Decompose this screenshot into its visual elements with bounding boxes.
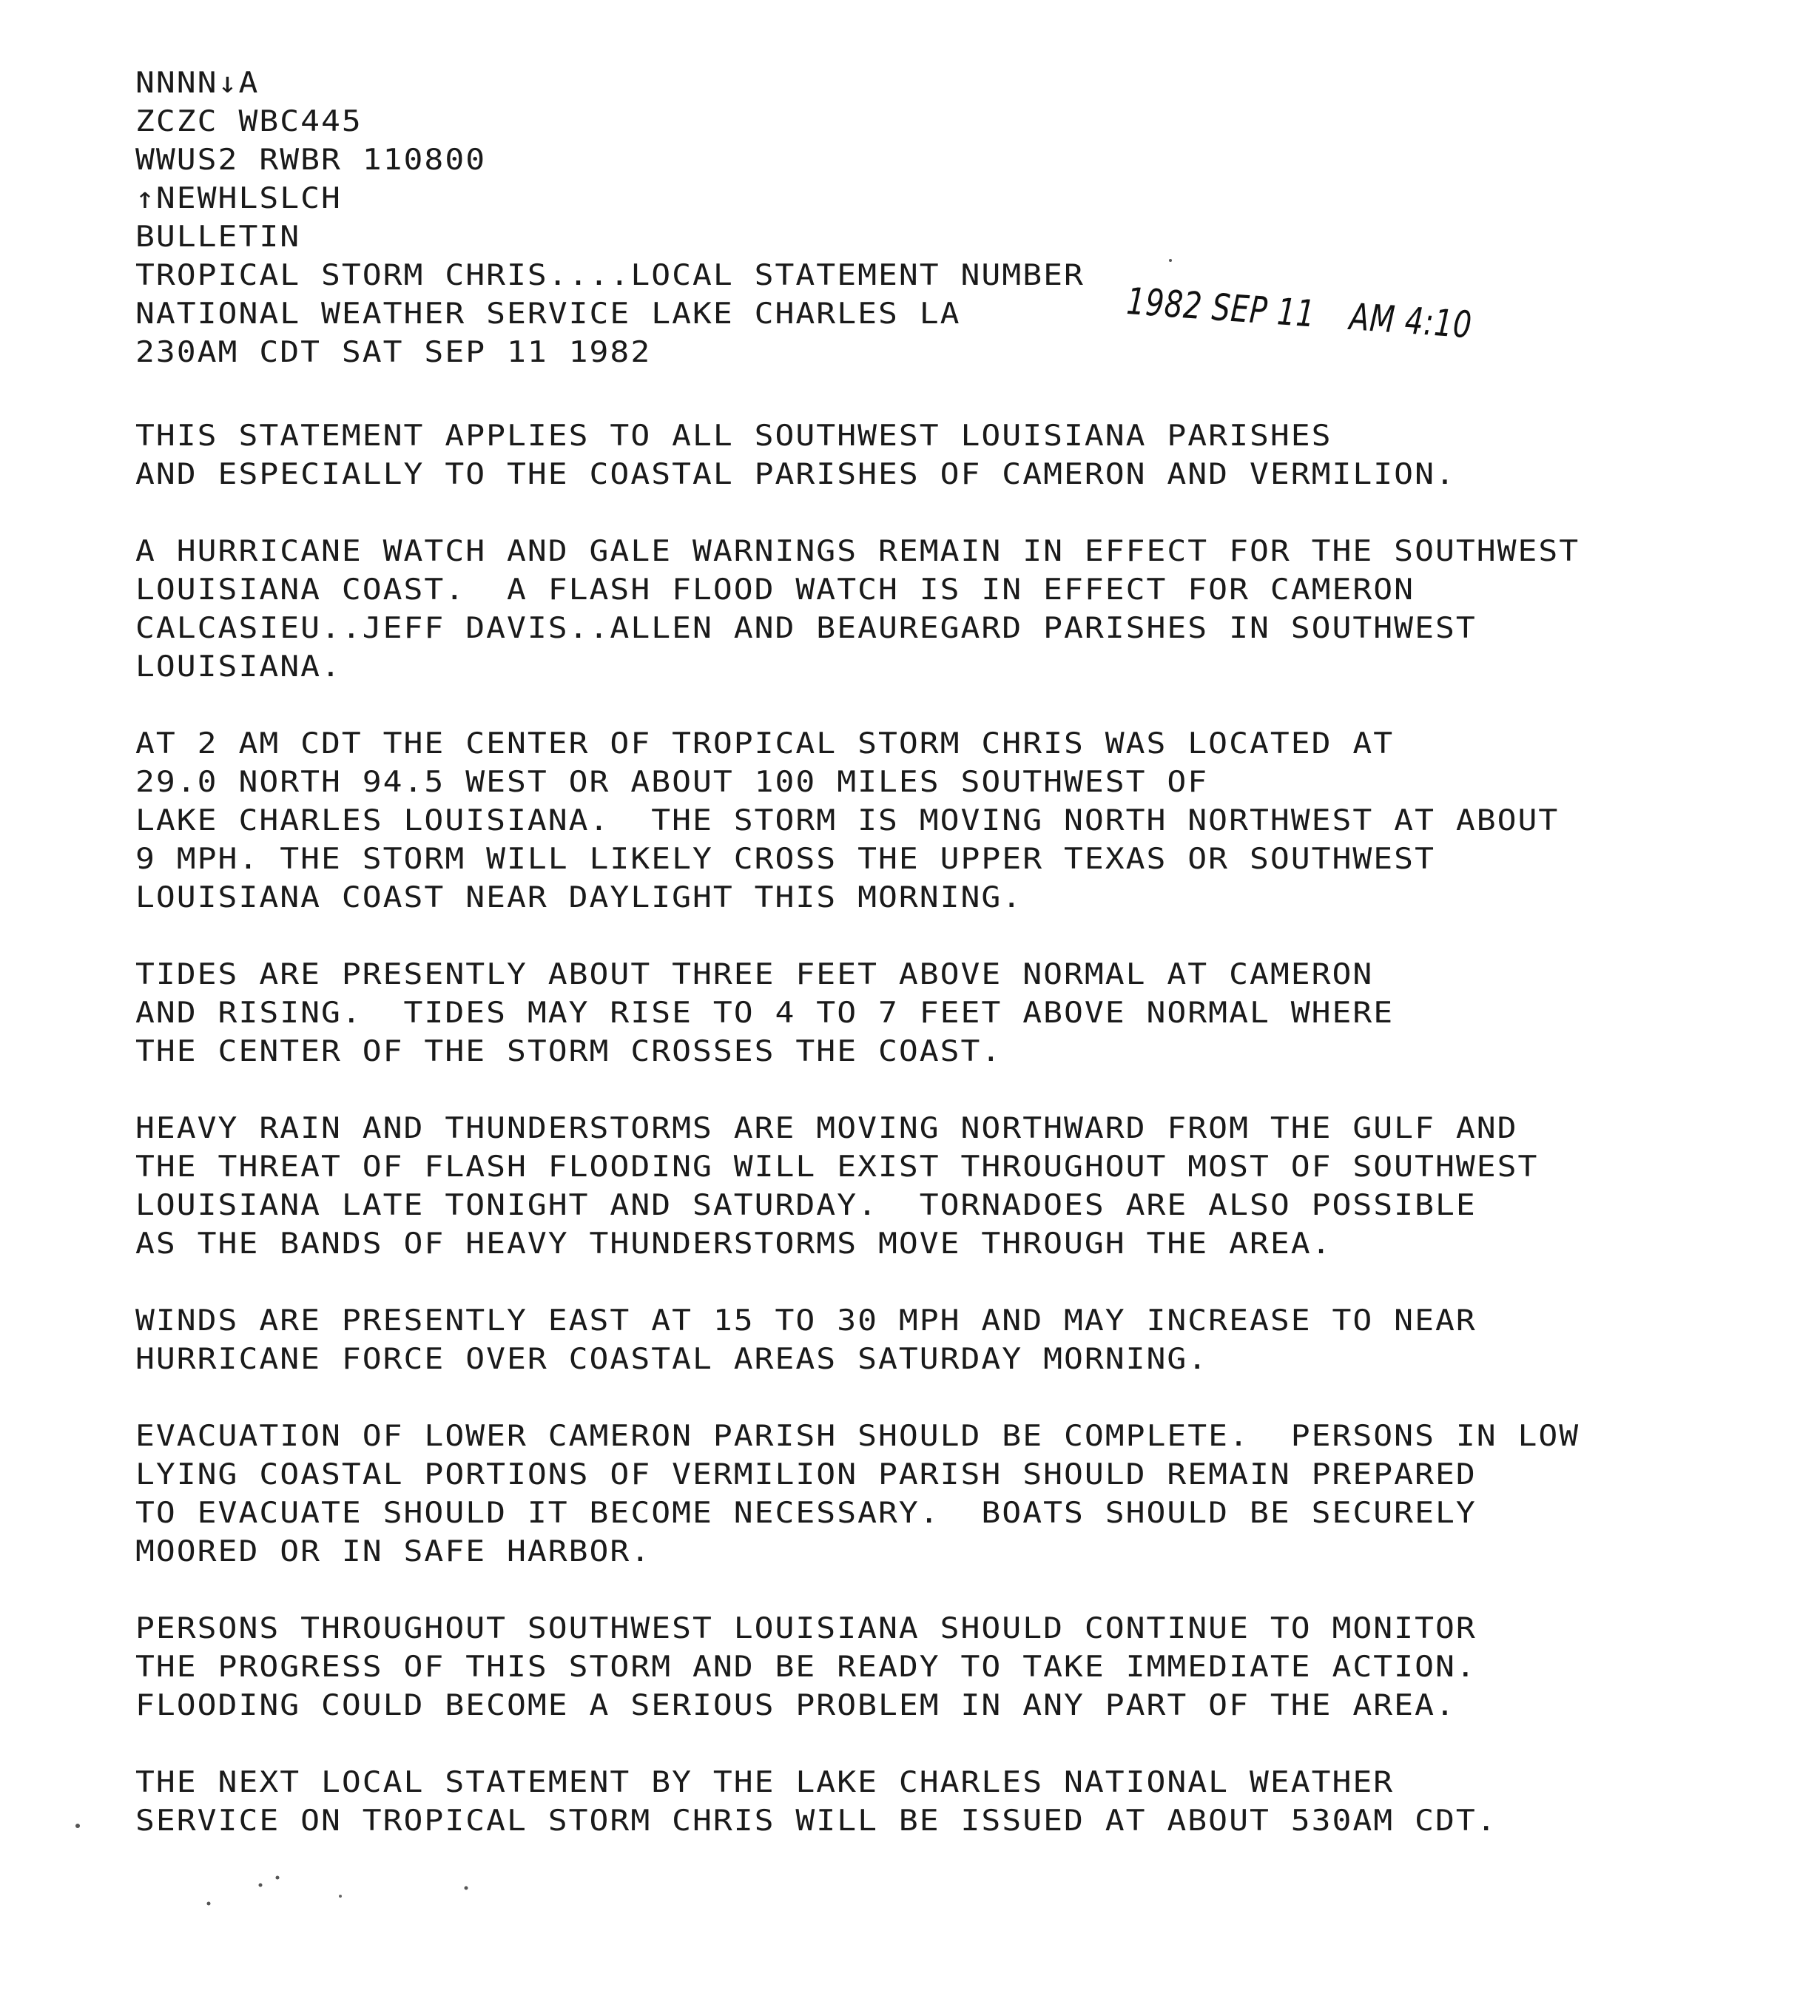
text-line: CALCASIEU..JEFF DAVIS..ALLEN AND BEAUREGARD PARISHES IN SOUTHWEST — [135, 610, 1477, 645]
text-line: AND RISING. TIDES MAY RISE TO 4 TO 7 FEET ABOVE NORMAL WHERE — [135, 995, 1395, 1030]
header-line: BULLETIN — [135, 219, 301, 254]
text-line: PERSONS THROUGHOUT SOUTHWEST LOUISIANA SHOULD CONTINUE TO MONITOR — [135, 1611, 1477, 1645]
text-line: THE PROGRESS OF THIS STORM AND BE READY TO TAKE IMMEDIATE ACTION. — [135, 1649, 1477, 1684]
text-line: SERVICE ON TROPICAL STORM CHRIS WILL BE ISSUED AT ABOUT 530AM CDT. — [135, 1803, 1497, 1838]
text-line: LYING COASTAL PORTIONS OF VERMILION PARISH SHOULD REMAIN PREPARED — [135, 1457, 1477, 1491]
text-line: EVACUATION OF LOWER CAMERON PARISH SHOULD BE COMPLETE. PERSONS IN LOW — [135, 1418, 1580, 1453]
header-line: NNNN↓A — [135, 65, 260, 100]
text-line: A HURRICANE WATCH AND GALE WARNINGS REMAIN IN EFFECT FOR THE SOUTHWEST — [135, 533, 1580, 568]
text-line: HURRICANE FORCE OVER COASTAL AREAS SATURDAY MORNING. — [135, 1341, 1209, 1376]
text-line: MOORED OR IN SAFE HARBOR. — [135, 1534, 652, 1568]
text-line: THIS STATEMENT APPLIES TO ALL SOUTHWEST LOUISIANA PARISHES — [135, 418, 1332, 453]
text-line: LOUISIANA COAST NEAR DAYLIGHT THIS MORNING. — [135, 880, 1023, 914]
statement-body — [135, 418, 1726, 1880]
text-line: FLOODING COULD BECOME A SERIOUS PROBLEM IN ANY PART OF THE AREA. — [135, 1688, 1456, 1722]
text-line: TIDES ARE PRESENTLY ABOUT THREE FEET ABOVE NORMAL AT CAMERON — [135, 957, 1374, 991]
text-line: THE CENTER OF THE STORM CROSSES THE COAST. — [135, 1034, 1002, 1068]
text-line: AS THE BANDS OF HEAVY THUNDERSTORMS MOVE THROUGH THE AREA. — [135, 1226, 1332, 1261]
text-line: HEAVY RAIN AND THUNDERSTORMS ARE MOVING NORTHWARD FROM THE GULF AND — [135, 1110, 1518, 1145]
paragraph-monitor — [135, 1611, 1726, 1726]
paragraph-evacuation — [135, 1418, 1726, 1572]
paragraph-position — [135, 726, 1726, 918]
text-line: THE NEXT LOCAL STATEMENT BY THE LAKE CHARLES NATIONAL WEATHER — [135, 1764, 1395, 1799]
statement-title: TROPICAL STORM CHRIS....LOCAL STATEMENT NUMBER — [135, 257, 1085, 292]
text-line: AT 2 AM CDT THE CENTER OF TROPICAL STORM CHRIS WAS LOCATED AT — [135, 726, 1395, 761]
stamp-date: 1982 SEP 11 — [1125, 280, 1317, 336]
paragraph-watches — [135, 533, 1726, 687]
text-line: LOUISIANA COAST. A FLASH FLOOD WATCH IS IN EFFECT FOR CAMERON — [135, 572, 1415, 607]
paragraph-next-statement — [135, 1764, 1726, 1841]
text-line: LOUISIANA LATE TONIGHT AND SATURDAY. TORNADOES ARE ALSO POSSIBLE — [135, 1187, 1477, 1222]
paragraph-scope — [135, 418, 1726, 495]
header-line: WWUS2 RWBR 110800 — [135, 142, 487, 177]
text-line: AND ESPECIALLY TO THE COASTAL PARISHES OF CAMERON AND VERMILION. — [135, 456, 1456, 491]
text-line: TO EVACUATE SHOULD IT BECOME NECESSARY. BOATS SHOULD BE SECURELY — [135, 1495, 1477, 1530]
text-line: 9 MPH. THE STORM WILL LIKELY CROSS THE UPPER TEXAS OR SOUTHWEST — [135, 841, 1435, 876]
issue-time: 230AM CDT SAT SEP 11 1982 — [135, 334, 652, 369]
header-line: ↑NEWHLSLCH — [135, 181, 342, 215]
text-line: WINDS ARE PRESENTLY EAST AT 15 TO 30 MPH AND MAY INCREASE TO NEAR — [135, 1303, 1477, 1338]
text-line: LAKE CHARLES LOUISIANA. THE STORM IS MOVING NORTH NORTHWEST AT ABOUT — [135, 803, 1560, 837]
stamp-time: AM 4:10 — [1348, 295, 1474, 347]
paragraph-winds — [135, 1303, 1726, 1380]
text-line: THE THREAT OF FLASH FLOODING WILL EXIST THROUGHOUT MOST OF SOUTHWEST — [135, 1149, 1539, 1184]
issuing-office: NATIONAL WEATHER SERVICE LAKE CHARLES LA — [135, 296, 961, 331]
paragraph-rain — [135, 1110, 1726, 1264]
text-line: 29.0 NORTH 94.5 WEST OR ABOUT 100 MILES SOUTHWEST OF — [135, 764, 1209, 799]
text-line: LOUISIANA. — [135, 649, 342, 684]
header-line: ZCZC WBC445 — [135, 104, 363, 138]
paragraph-tides — [135, 957, 1726, 1072]
